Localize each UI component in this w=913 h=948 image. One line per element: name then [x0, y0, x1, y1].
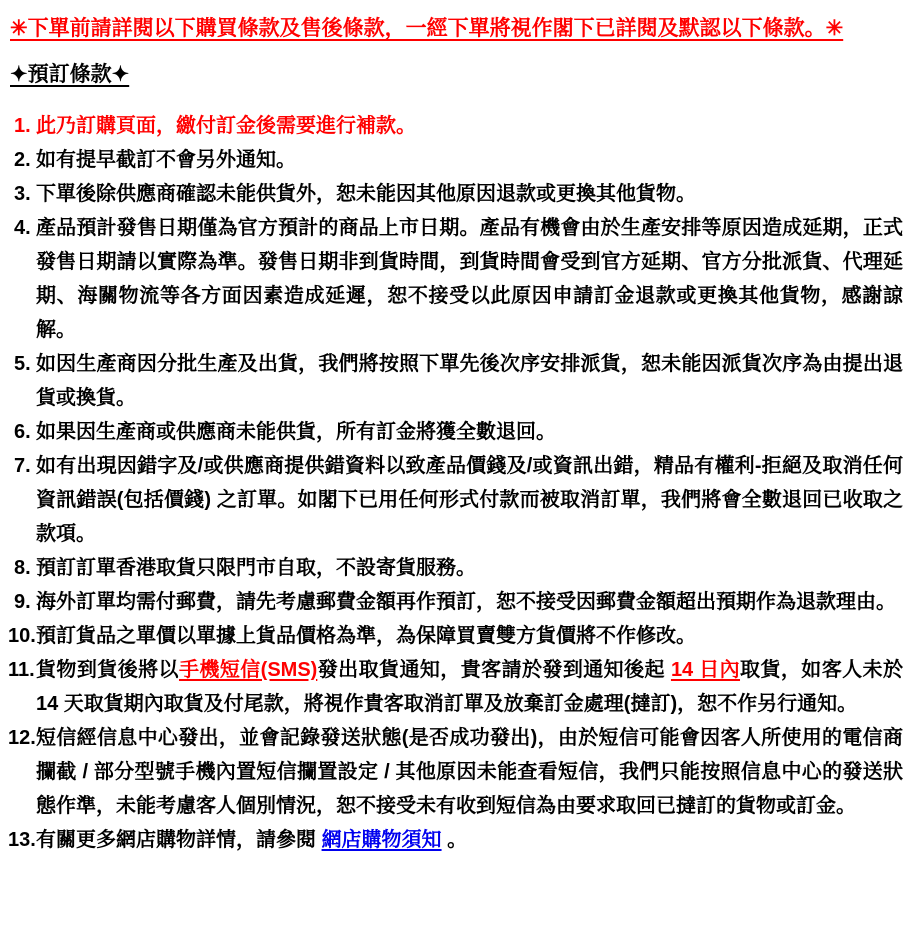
term-number: 2. — [14, 149, 31, 171]
term-text-segment: 如有提早截訂不會另外通知。 — [36, 149, 296, 171]
term-number: 6. — [14, 421, 31, 443]
terms-list — [8, 109, 903, 857]
term-text-segment: 預訂貨品之單價以單據上貨品價格為準，為保障買賣雙方貨價將不作修改。 — [36, 625, 696, 647]
term-item-6 — [8, 415, 903, 449]
term-text-segment: 下單後除供應商確認未能供貨外，恕未能因其他原因退款或更換其他貨物。 — [36, 183, 696, 205]
term-text-segment: 此乃訂購頁面，繳付訂金後需要進行補款。 — [36, 115, 416, 137]
term-text-segment: 產品預計發售日期僅為官方預計的商品上市日期。產品有機會由於生產安排等原因造成延期，正式發售日期請以實際為準。發售日期非到貨時間，到貨時間會受到官方延期、官方分批派貨、代理延期、海關物流等各方面因素造成延遲，恕不接受以此原因申請訂金退款或更換其他貨物，感謝諒解。 — [36, 217, 903, 341]
term-item-4 — [8, 211, 903, 347]
term-text-segment: 預訂訂單香港取貨只限門市自取，不設寄貨服務。 — [36, 557, 476, 579]
term-item-11 — [8, 653, 903, 721]
term-text — [36, 177, 903, 211]
term-item-1 — [8, 109, 903, 143]
term-item-2 — [8, 143, 903, 177]
term-item-13 — [8, 823, 903, 857]
term-text — [36, 415, 903, 449]
term-item-5 — [8, 347, 903, 415]
term-item-10 — [8, 619, 903, 653]
pre-order-terms-heading: ✦預訂條款✦ — [10, 63, 130, 86]
term-text-segment: 如有出現因錯字及/或供應商提供錯資料以致產品價錢及/或資訊出錯，精品有權利-拒絕及取消任何資訊錯誤(包括價錢) 之訂單。如閣下已用任何形式付款而被取消訂單，我們將會全數退回已收取之款項。 — [36, 455, 903, 545]
term-text — [36, 653, 903, 721]
term-number: 1. — [14, 115, 31, 137]
store-shopping-guide-link[interactable]: 網店購物須知 — [321, 829, 442, 851]
term-text-segment: 取貨，如客人未於 14 天取貨期內取貨及付尾款，將視作貴客取消訂單及放棄訂金處理(撻訂)，恕不作另行通知。 — [36, 659, 903, 715]
term-text — [36, 347, 903, 415]
term-text — [36, 551, 903, 585]
term-text — [36, 721, 903, 823]
term-number: 11. — [8, 659, 35, 681]
term-number: 5. — [14, 353, 31, 375]
term-text — [36, 585, 903, 619]
term-text-segment: 海外訂單均需付郵費，請先考慮郵費金額再作預訂，恕不接受因郵費金額超出預期作為退款理由。 — [36, 591, 896, 613]
term-text — [36, 449, 903, 551]
term-item-3 — [8, 177, 903, 211]
term-text — [36, 211, 903, 347]
term-text-segment: 。 — [441, 829, 468, 851]
term-text — [36, 823, 903, 857]
term-text-segment: 如因生產商因分批生產及出貨，我們將按照下單先後次序安排派貨，恕未能因派貨次序為由提出退貨或換貨。 — [36, 353, 903, 409]
term-text-segment: 短信經信息中心發出，並會記錄發送狀態(是否成功發出)，由於短信可能會因客人所使用的電信商攔截 / 部分型號手機內置短信攔置設定 / 其他原因未能查看短信，我們只能按照信息中心的發送狀態作準，未能考慮客人個別情況，恕不接受未有收到短信為由要求取回已撻訂的貨物或訂金。 — [36, 727, 903, 817]
sms-pickup-notice-highlight: 手機短信(SMS) — [178, 659, 318, 681]
term-number: 10. — [8, 625, 36, 647]
term-number: 9. — [14, 591, 31, 613]
term-number: 13. — [8, 829, 36, 851]
term-item-8 — [8, 551, 903, 585]
term-number: 4. — [14, 217, 31, 239]
term-text-segment: 有關更多網店購物詳情，請參閱 — [36, 829, 322, 851]
term-text-segment: 貨物到貨後將以 — [36, 659, 179, 681]
term-text — [36, 109, 903, 143]
term-number: 7. — [14, 455, 31, 477]
term-text — [36, 619, 903, 653]
term-item-9 — [8, 585, 903, 619]
term-number: 12. — [8, 727, 36, 749]
term-item-7 — [8, 449, 903, 551]
pre-order-warning-banner: ✳下單前請詳閱以下購買條款及售後條款，一經下單將視作閣下已詳閱及默認以下條款。✳ — [10, 17, 844, 40]
term-number: 3. — [14, 183, 31, 205]
pickup-deadline-highlight: 14 日內 — [670, 659, 741, 681]
term-text-segment: 如果因生產商或供應商未能供貨，所有訂金將獲全數退回。 — [36, 421, 556, 443]
term-item-12 — [8, 721, 903, 823]
term-number: 8. — [14, 557, 31, 579]
term-text — [36, 143, 903, 177]
term-text-segment: 發出取貨通知，貴客請於發到通知後起 — [317, 659, 671, 681]
